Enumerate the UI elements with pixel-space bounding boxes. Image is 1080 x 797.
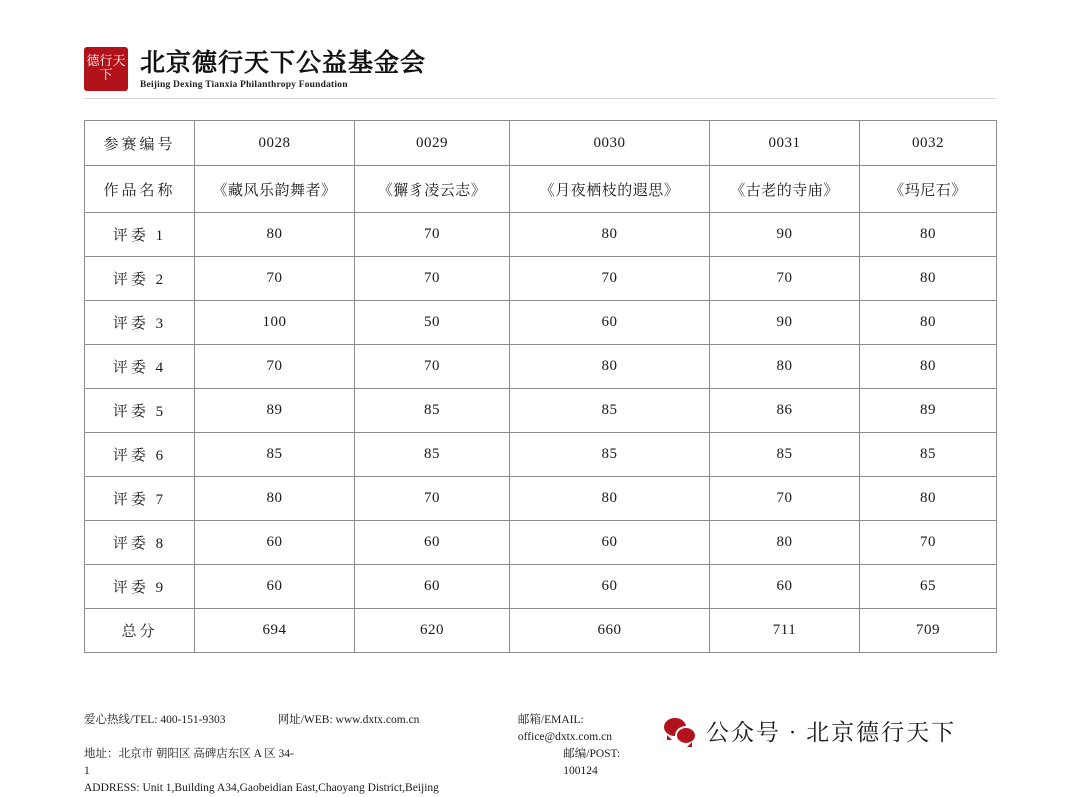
row-label-work-title: 作品名称 (85, 166, 195, 213)
total-0028: 694 (195, 609, 355, 653)
score-judge4-0028: 70 (195, 345, 355, 389)
row-label-entry-number: 参赛编号 (85, 121, 195, 166)
table-row (85, 477, 997, 521)
total-0030: 660 (510, 609, 710, 653)
score-judge8-0029: 60 (355, 521, 510, 565)
score-judge1-0030: 80 (510, 213, 710, 257)
score-judge8-0032: 70 (860, 521, 997, 565)
score-judge1-0032: 80 (860, 213, 997, 257)
entry-number-0028: 0028 (195, 121, 355, 166)
row-label-judge-1: 评委 1 (85, 213, 195, 257)
score-judge9-0031: 60 (710, 565, 860, 609)
score-judge2-0028: 70 (195, 257, 355, 301)
table-row (85, 433, 997, 477)
score-judge1-0028: 80 (195, 213, 355, 257)
score-judge5-0029: 85 (355, 389, 510, 433)
score-judge6-0032: 85 (860, 433, 997, 477)
score-judge9-0029: 60 (355, 565, 510, 609)
entry-number-0030: 0030 (510, 121, 710, 166)
table-row (85, 166, 997, 213)
score-judge1-0029: 70 (355, 213, 510, 257)
entry-number-0029: 0029 (355, 121, 510, 166)
row-label-judge-2: 评委 2 (85, 257, 195, 301)
table-row (85, 257, 997, 301)
footer-address-en: ADDRESS: Unit 1,Building A34,Gaobeidian East,Chaoyang District,Beijing (84, 782, 439, 794)
work-title-0030: 《月夜栖枝的遐思》 (510, 166, 710, 213)
table-row (85, 565, 997, 609)
table-row (85, 301, 997, 345)
total-0031: 711 (710, 609, 860, 653)
footer-post: 邮编/POST: 100124 (563, 748, 621, 777)
score-judge7-0028: 80 (195, 477, 355, 521)
row-label-judge-6: 评委 6 (85, 433, 195, 477)
row-label-judge-5: 评委 5 (85, 389, 195, 433)
wechat-icon (664, 718, 694, 744)
score-table (84, 120, 997, 653)
score-judge4-0030: 80 (510, 345, 710, 389)
score-judge4-0029: 70 (355, 345, 510, 389)
total-0029: 620 (355, 609, 510, 653)
score-judge6-0031: 85 (710, 433, 860, 477)
score-judge7-0029: 70 (355, 477, 510, 521)
score-judge8-0030: 60 (510, 521, 710, 565)
score-judge6-0030: 85 (510, 433, 710, 477)
entry-number-0032: 0032 (860, 121, 997, 166)
score-judge7-0032: 80 (860, 477, 997, 521)
work-title-0032: 《玛尼石》 (860, 166, 997, 213)
score-judge2-0030: 70 (510, 257, 710, 301)
table-row (85, 121, 997, 166)
seal-text: 德行天下 (86, 53, 126, 82)
brand-block (140, 50, 426, 91)
footer-tel: 爱心热线/TEL: 400-151-9303 (84, 714, 226, 726)
score-judge5-0032: 89 (860, 389, 997, 433)
table-row (85, 345, 997, 389)
score-judge5-0028: 89 (195, 389, 355, 433)
row-label-judge-7: 评委 7 (85, 477, 195, 521)
score-judge3-0029: 50 (355, 301, 510, 345)
score-judge8-0028: 60 (195, 521, 355, 565)
work-title-0029: 《獬豸凌云志》 (355, 166, 510, 213)
work-title-0031: 《古老的寺庙》 (710, 166, 860, 213)
total-0032: 709 (860, 609, 997, 653)
score-judge7-0031: 70 (710, 477, 860, 521)
score-judge4-0031: 80 (710, 345, 860, 389)
table-row (85, 389, 997, 433)
score-judge3-0030: 60 (510, 301, 710, 345)
footer-address-cn: 地址：北京市 朝阳区 高碑店东区 A 区 34-1 (84, 748, 294, 777)
row-label-judge-9: 评委 9 (85, 565, 195, 609)
row-label-total: 总分 (85, 609, 195, 653)
page-footer (84, 712, 996, 797)
score-judge3-0031: 90 (710, 301, 860, 345)
score-judge4-0032: 80 (860, 345, 997, 389)
entry-number-0031: 0031 (710, 121, 860, 166)
score-judge1-0031: 90 (710, 213, 860, 257)
score-judge9-0032: 65 (860, 565, 997, 609)
table-row-total (85, 609, 997, 653)
foundation-seal-logo (84, 47, 130, 93)
wechat-label: 公众号 · 北京德行天下 (706, 720, 957, 745)
score-judge3-0032: 80 (860, 301, 997, 345)
score-judge5-0031: 86 (710, 389, 860, 433)
brand-name-en: Beijing Dexing Tianxia Philanthropy Foundation (140, 79, 348, 90)
score-judge8-0031: 80 (710, 521, 860, 565)
score-judge7-0030: 80 (510, 477, 710, 521)
footer-contact-block (84, 712, 644, 797)
row-label-judge-3: 评委 3 (85, 301, 195, 345)
score-judge3-0028: 100 (195, 301, 355, 345)
brand-name-cn: 北京德行天下公益基金会 (140, 49, 427, 77)
score-judge5-0030: 85 (510, 389, 710, 433)
score-judge2-0029: 70 (355, 257, 510, 301)
score-judge9-0030: 60 (510, 565, 710, 609)
score-judge2-0031: 70 (710, 257, 860, 301)
page-header (84, 42, 996, 99)
row-label-judge-8: 评委 8 (85, 521, 195, 565)
footer-web[interactable]: 网址/WEB: www.dxtx.com.cn (277, 714, 420, 726)
work-title-0028: 《藏风乐韵舞者》 (195, 166, 355, 213)
score-judge6-0028: 85 (195, 433, 355, 477)
score-judge9-0028: 60 (195, 565, 355, 609)
table-row (85, 213, 997, 257)
score-judge6-0029: 85 (355, 433, 510, 477)
row-label-judge-4: 评委 4 (85, 345, 195, 389)
wechat-block (644, 712, 996, 747)
footer-email[interactable]: 邮箱/EMAIL: office@dxtx.com.cn (517, 714, 612, 743)
score-judge2-0032: 80 (860, 257, 997, 301)
table-row (85, 521, 997, 565)
